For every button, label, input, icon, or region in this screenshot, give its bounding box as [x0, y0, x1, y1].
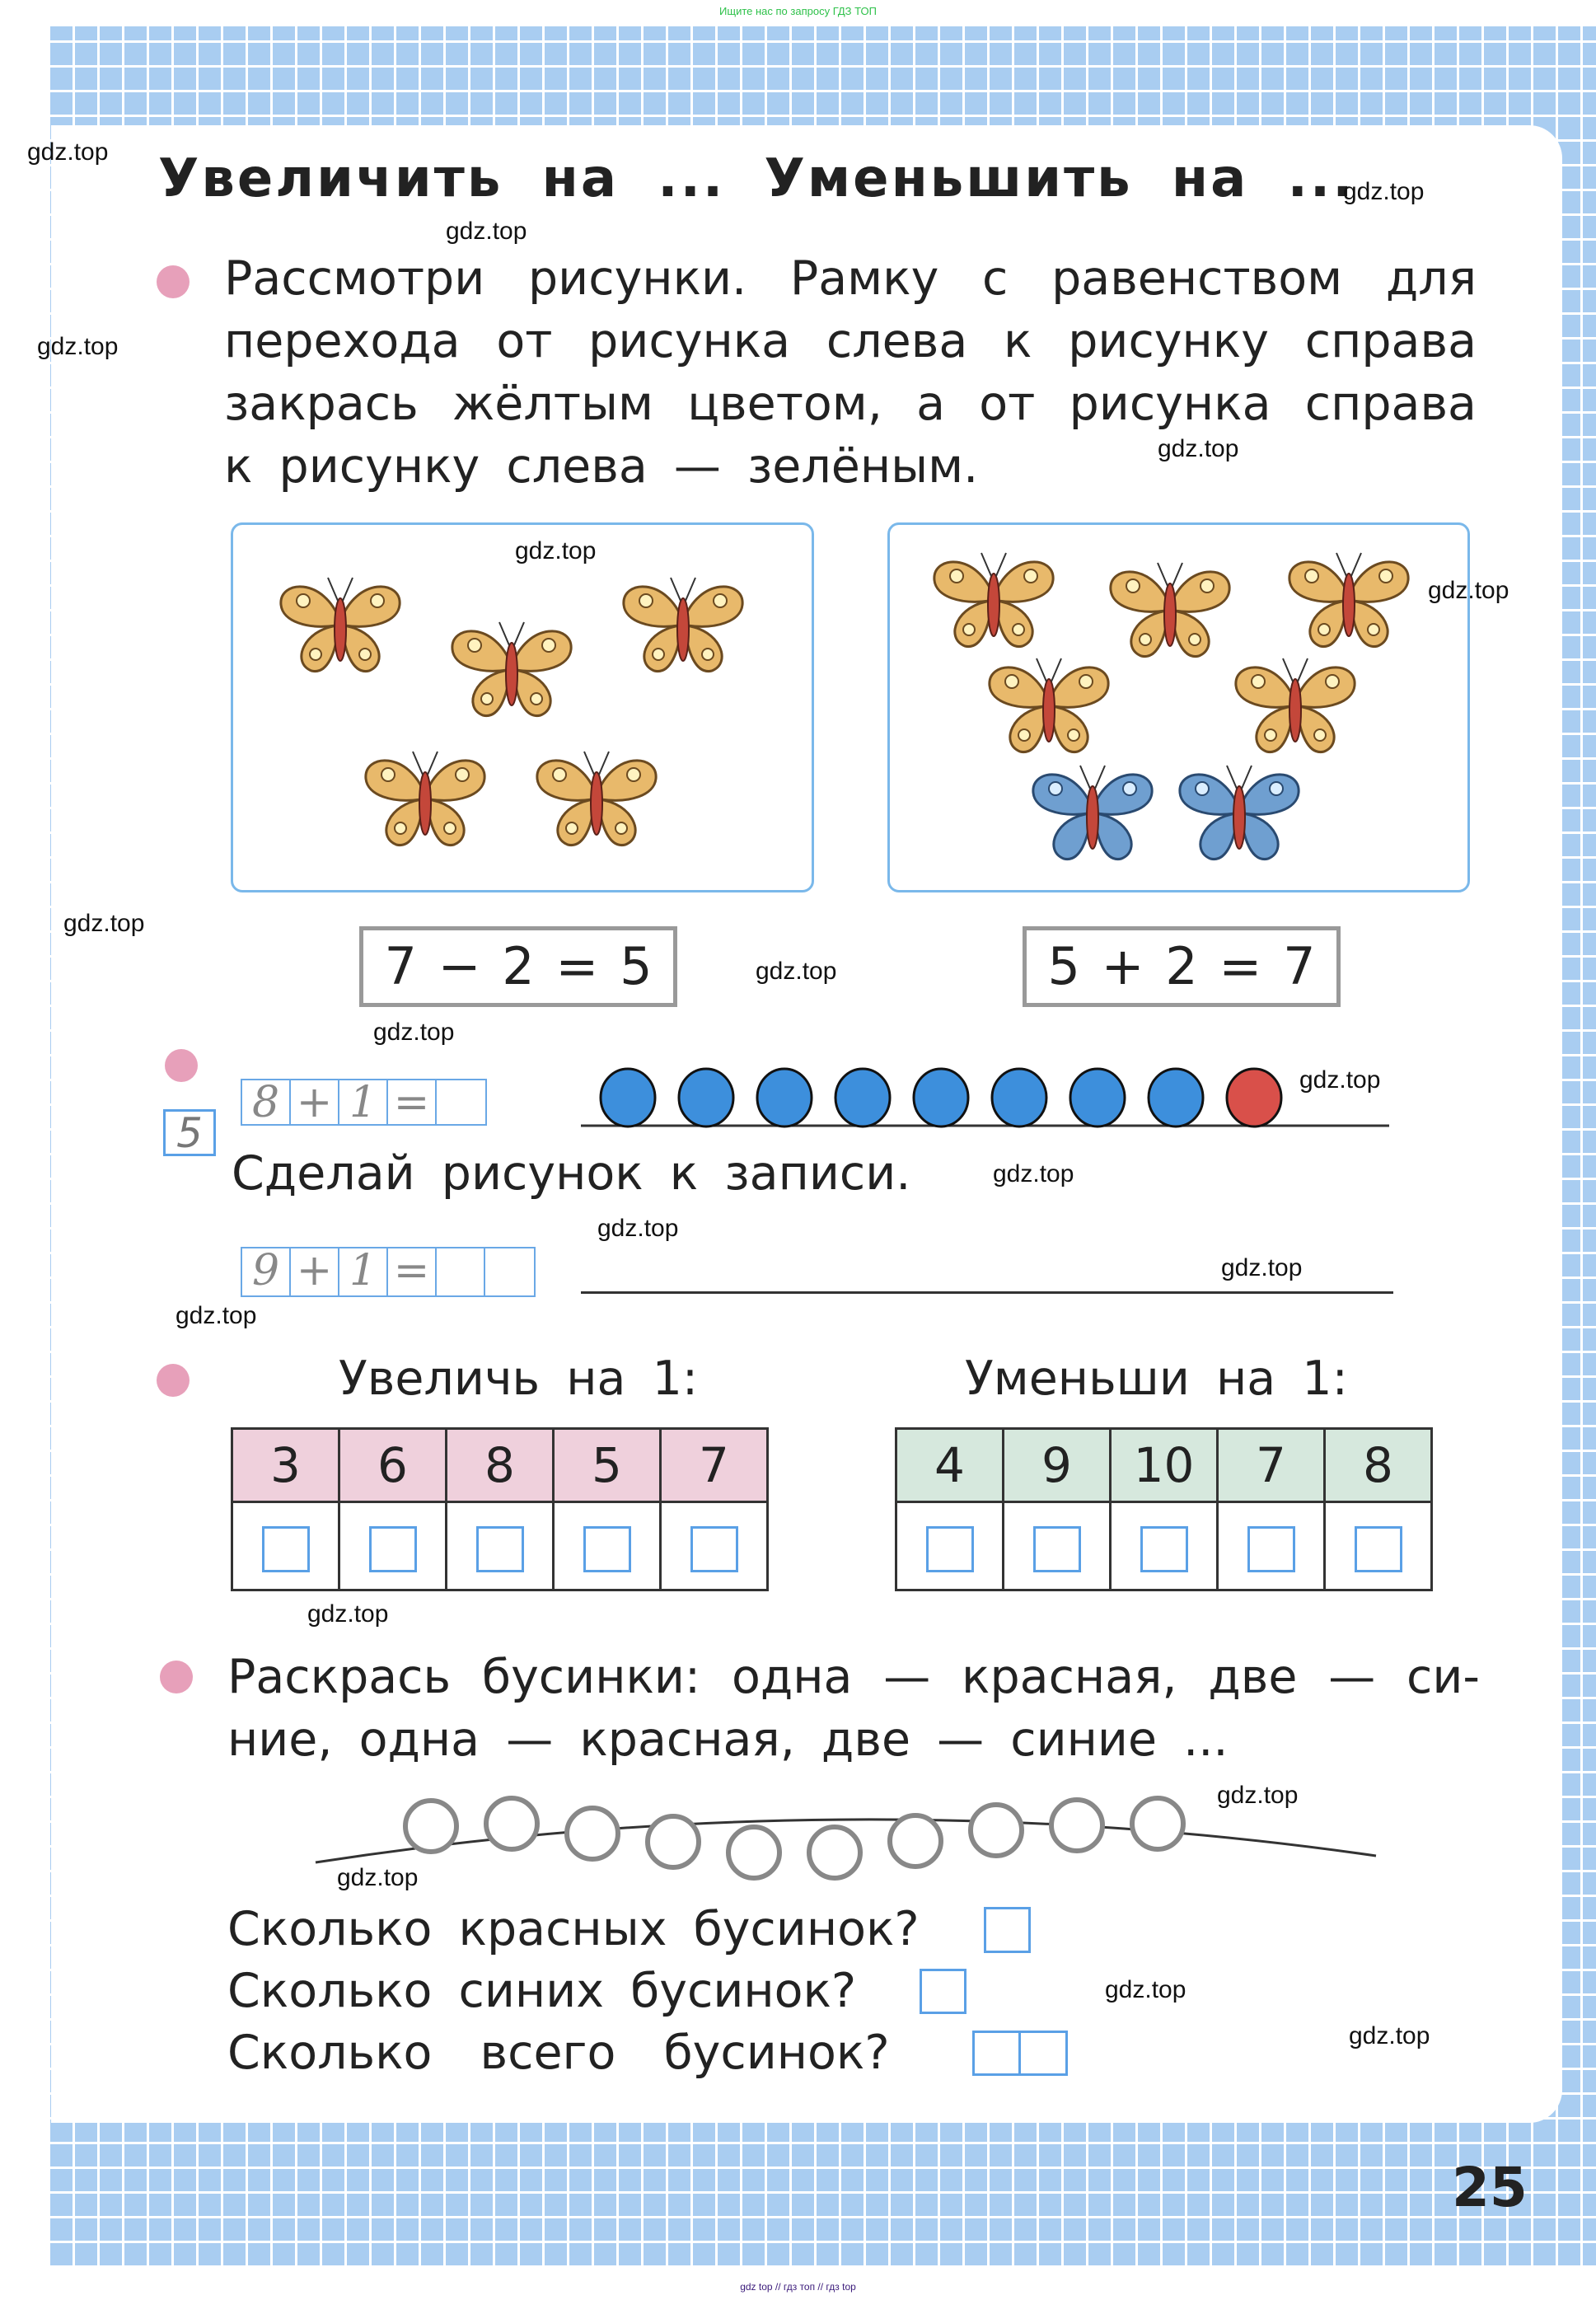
- increase-label: Увеличь на 1:: [339, 1351, 699, 1406]
- butterfly-icon: [366, 752, 484, 846]
- red-circle: [1227, 1069, 1281, 1127]
- blue-circle: [1149, 1069, 1203, 1127]
- table-cell: 8: [447, 1429, 554, 1502]
- blue-circle: [757, 1069, 812, 1127]
- task1-text: [224, 247, 1477, 498]
- bead: [728, 1827, 779, 1878]
- text-line: ние, одна — красная, две — синие ...: [227, 1712, 1229, 1767]
- text-line: к рисунку слева — зелёным.: [224, 439, 979, 494]
- bead: [1051, 1800, 1102, 1851]
- bead: [971, 1805, 1022, 1856]
- watermark: gdz.top: [1217, 1782, 1299, 1809]
- bead: [405, 1801, 456, 1852]
- task-bullet: [165, 1049, 198, 1082]
- butterfly-icon: [624, 578, 742, 672]
- watermark: gdz.top: [993, 1160, 1074, 1187]
- watermark: gdz.top: [1349, 2022, 1430, 2049]
- answer-box[interactable]: [926, 1526, 974, 1572]
- page-number: 25: [1452, 2156, 1528, 2219]
- equation-frame-left[interactable]: 7 − 2 = 5: [359, 926, 677, 1007]
- answer-box-total-units[interactable]: [1018, 2031, 1068, 2076]
- answer-box[interactable]: [690, 1526, 738, 1572]
- watermark: gdz.top: [756, 958, 837, 985]
- task-bullet: [157, 1364, 190, 1397]
- table-cell: 4: [896, 1429, 1004, 1502]
- question-blue: Сколько синих бусинок?: [227, 1964, 857, 2018]
- answer-box[interactable]: [369, 1526, 417, 1572]
- right-picture: [887, 522, 1470, 892]
- butterfly-icon: [1111, 563, 1229, 657]
- bead: [809, 1827, 860, 1878]
- blue-circle: [835, 1069, 890, 1127]
- question-red: Сколько красных бусинок?: [227, 1902, 920, 1956]
- decrease-label: Уменьши на 1:: [965, 1351, 1348, 1406]
- answer-cell[interactable]: [437, 1080, 485, 1124]
- bead: [890, 1815, 941, 1867]
- watermark: gdz.top: [515, 537, 597, 564]
- answer-box[interactable]: [1033, 1526, 1081, 1572]
- watermark: gdz.top: [1158, 435, 1239, 462]
- answer-box[interactable]: [583, 1526, 631, 1572]
- watermark: gdz.top: [597, 1215, 679, 1242]
- task2-instruction: Сделай рисунок к записи.: [232, 1146, 911, 1201]
- digit: 1: [339, 1248, 388, 1295]
- bead: [1132, 1798, 1183, 1849]
- decrease-table: [895, 1427, 1433, 1591]
- answer-cell[interactable]: [437, 1248, 485, 1295]
- answer-box[interactable]: [262, 1526, 310, 1572]
- watermark: gdz.top: [1343, 178, 1425, 205]
- left-picture: [231, 522, 814, 892]
- answer-box-blue[interactable]: [920, 1969, 966, 2014]
- equation-frame-right[interactable]: 5 + 2 = 7: [1023, 926, 1341, 1007]
- table-cell: 6: [339, 1429, 447, 1502]
- butterfly-icon: [990, 658, 1108, 752]
- equals: =: [388, 1080, 437, 1124]
- butterfly-icon: [537, 752, 656, 846]
- expression-8-plus-1: [241, 1079, 487, 1126]
- answer-box[interactable]: [1140, 1526, 1188, 1572]
- operator: +: [291, 1080, 339, 1124]
- watermark: gdz.top: [27, 138, 109, 166]
- page-title: Увеличить на ... Уменьшить на ...: [158, 148, 1355, 209]
- expression-9-plus-1: [241, 1247, 536, 1297]
- table-cell: 9: [1004, 1429, 1111, 1502]
- text-line: Рассмотри рисунки. Рамку с равенством для: [224, 251, 1477, 306]
- watermark: gdz.top: [37, 333, 119, 360]
- watermark: gdz.top: [63, 910, 145, 937]
- digit: 9: [242, 1248, 291, 1295]
- task4-text: [227, 1646, 1480, 1771]
- text-line: закрась жёлтым цветом, а от рисунка справа: [224, 377, 1477, 431]
- watermark: gdz.top: [307, 1600, 389, 1628]
- butterfly-icon: [934, 553, 1053, 647]
- answer-box[interactable]: [476, 1526, 524, 1572]
- increase-table: [231, 1427, 769, 1591]
- blue-circle: [914, 1069, 968, 1127]
- blue-butterfly-icon: [1033, 766, 1152, 860]
- question-total: Сколько всего бусинок?: [227, 2026, 890, 2080]
- task-number-badge: 5: [163, 1109, 216, 1156]
- bead: [648, 1816, 699, 1867]
- bead: [486, 1798, 537, 1849]
- bottom-note: gdz top // гдз топ // гдз top: [740, 2281, 856, 2293]
- butterfly-icon: [281, 578, 400, 672]
- watermark: gdz.top: [446, 218, 527, 245]
- table-cell: 10: [1111, 1429, 1218, 1502]
- table-cell: 7: [661, 1429, 768, 1502]
- blue-butterfly-icon: [1180, 766, 1299, 860]
- table-cell: 5: [554, 1429, 661, 1502]
- table-cell: 3: [232, 1429, 339, 1502]
- top-note: Ищите нас по запросу ГДЗ ТОП: [719, 5, 877, 17]
- watermark: gdz.top: [337, 1864, 419, 1891]
- circles-drawing: [577, 1063, 1392, 1129]
- drawing-line[interactable]: [581, 1291, 1393, 1294]
- answer-box[interactable]: [1355, 1526, 1402, 1572]
- butterfly-icon: [1236, 658, 1355, 752]
- blue-circle: [1070, 1069, 1125, 1127]
- text-line: Раскрась бусинки: одна — красная, две — си-: [227, 1650, 1480, 1704]
- watermark: gdz.top: [1105, 1976, 1186, 2003]
- blue-circle: [992, 1069, 1046, 1127]
- blue-circle: [601, 1069, 655, 1127]
- operator: +: [291, 1248, 339, 1295]
- answer-cell[interactable]: [485, 1248, 534, 1295]
- task-bullet: [157, 265, 190, 298]
- answer-box-total-tens[interactable]: [972, 2031, 1021, 2076]
- watermark: gdz.top: [1221, 1254, 1303, 1281]
- text-line: перехода от рисунка слева к рисунку справа: [224, 314, 1477, 368]
- answer-box-red[interactable]: [984, 1907, 1031, 1953]
- watermark: gdz.top: [176, 1302, 257, 1329]
- table-cell: 7: [1218, 1429, 1325, 1502]
- digit: 8: [242, 1080, 291, 1124]
- watermark: gdz.top: [1428, 577, 1509, 604]
- table-cell: 8: [1325, 1429, 1432, 1502]
- bead: [567, 1808, 618, 1859]
- butterfly-icon: [452, 622, 571, 716]
- blue-circle: [679, 1069, 733, 1127]
- equals: =: [388, 1248, 437, 1295]
- watermark: gdz.top: [1299, 1066, 1381, 1094]
- task-bullet: [160, 1661, 193, 1693]
- answer-box[interactable]: [1247, 1526, 1295, 1572]
- watermark: gdz.top: [373, 1019, 455, 1046]
- butterfly-icon: [1289, 553, 1408, 647]
- digit: 1: [339, 1080, 388, 1124]
